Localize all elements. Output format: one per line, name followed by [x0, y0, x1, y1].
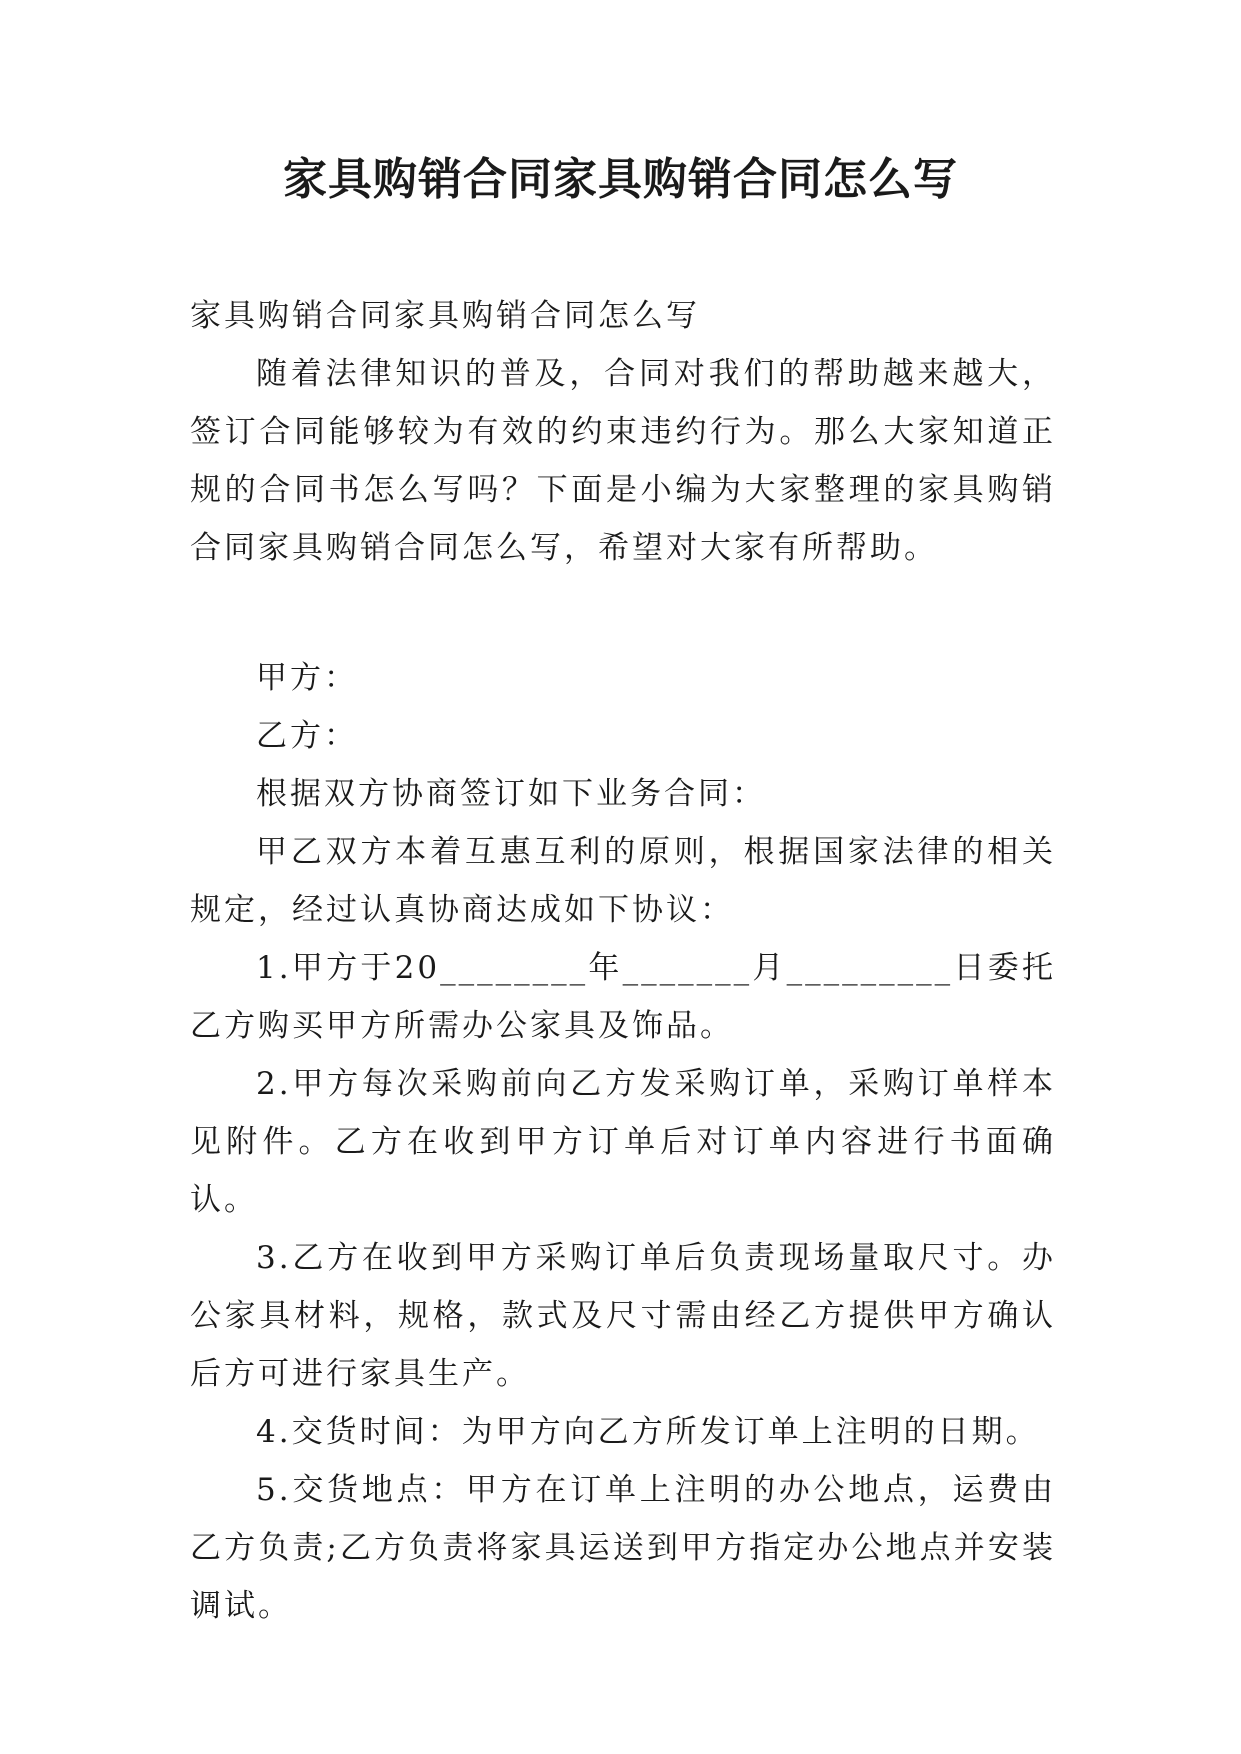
document-subtitle: 家具购销合同家具购销合同怎么写 — [190, 298, 700, 334]
party-b-line: 乙方： — [256, 718, 358, 754]
principle-paragraph: 甲乙双方本着互惠互利的原则，根据国家法律的相关规定，经过认真协商达成如下协议： — [190, 834, 1056, 928]
clause-4: 4.交货时间：为甲方向乙方所发订单上注明的日期。 — [256, 1414, 1040, 1450]
document-body — [190, 287, 1056, 1635]
clause-5: 5.交货地点：甲方在订单上注明的办公地点，运费由乙方负责;乙方负责将家具运送到甲方指定办公地点并安装调试。 — [190, 1472, 1056, 1624]
intro-paragraph: 随着法律知识的普及，合同对我们的帮助越来越大，签订合同能够较为有效的约束违约行为。那么大家知道正规的合同书怎么写吗？下面是小编为大家整理的家具购销合同家具购销合同怎么写，希望对大家有所帮助。 — [190, 356, 1056, 566]
clause-3: 3.乙方在收到甲方采购订单后负责现场量取尺寸。办公家具材料，规格，款式及尺寸需由经乙方提供甲方确认后方可进行家具生产。 — [190, 1240, 1056, 1392]
paragraph-gap — [190, 577, 1056, 649]
clause-1: 1.甲方于20________年_______月_________日委托乙方购买甲方所需办公家具及饰品。 — [190, 950, 1056, 1044]
document-title: 家具购销合同家具购销合同怎么写 — [283, 154, 958, 205]
party-a-line: 甲方： — [256, 660, 358, 696]
clause-2: 2.甲方每次采购前向乙方发采购订单，采购订单样本见附件。乙方在收到甲方订单后对订单内容进行书面确认。 — [190, 1066, 1056, 1218]
basis-paragraph: 根据双方协商签订如下业务合同： — [256, 776, 766, 812]
